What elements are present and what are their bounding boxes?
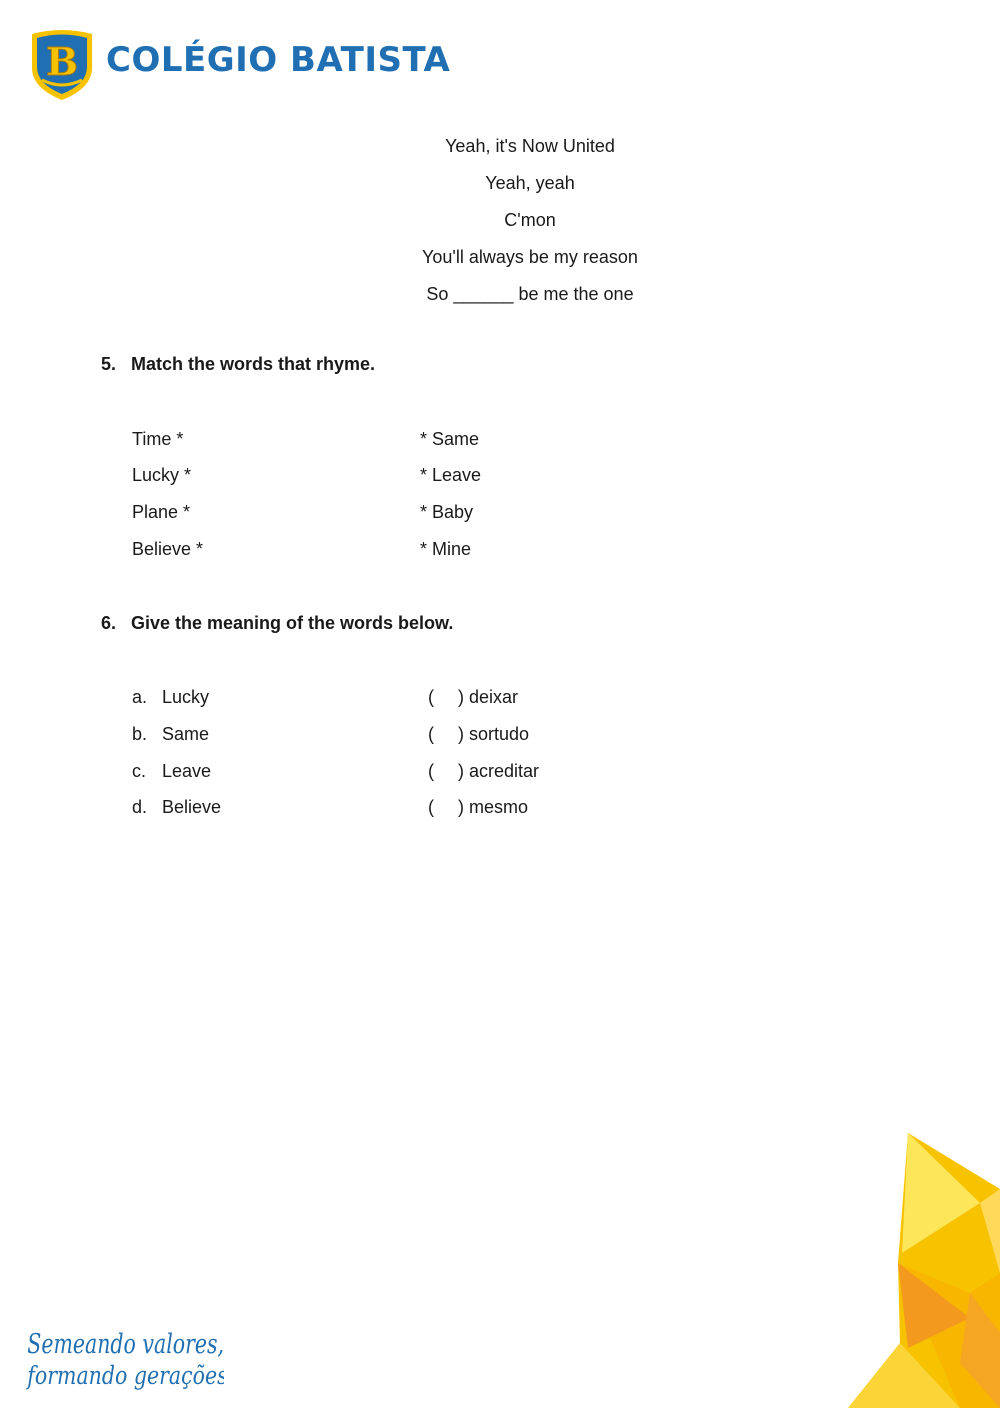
question-number: 5. (101, 354, 117, 374)
lyric-line: C'mon (504, 210, 556, 230)
answer-blank: ( (428, 797, 434, 817)
item-word: Same (162, 724, 210, 744)
option-text: ) deixar (458, 687, 519, 707)
logo-letter: B (45, 39, 79, 84)
item-word: Lucky (162, 687, 210, 707)
answer-blank: ( (428, 761, 434, 781)
question-6-title (101, 613, 453, 634)
rhyme-left-word: Believe * (132, 539, 204, 559)
question-number: 6. (101, 613, 117, 633)
answer-blank: ( (428, 687, 434, 707)
lyric-line: Yeah, it's Now United (445, 136, 615, 156)
lyric-line: You'll always be my reason (422, 247, 638, 267)
item-word: Leave (162, 761, 212, 781)
rhyme-left-word: Lucky * (132, 465, 192, 485)
slogan-line-2: formando gerações. (27, 1362, 224, 1391)
lyric-line-fill-blank: So ______ be me the one (426, 284, 634, 304)
lyric-line: Yeah, yeah (485, 173, 575, 193)
meaning-option (428, 724, 529, 745)
rhyme-left-word: Plane * (132, 502, 191, 522)
option-text: ) mesmo (458, 797, 529, 817)
decorative-polygon-shape (840, 1133, 1000, 1413)
question-text: Give the meaning of the words below. (131, 613, 454, 633)
item-letter: a. (132, 687, 148, 707)
item-letter: b. (132, 724, 148, 744)
item-letter: d. (132, 797, 148, 817)
rhyme-right-word: * Mine (420, 539, 472, 559)
meaning-option (428, 797, 528, 818)
slogan (24, 1318, 224, 1405)
answer-blank: ( (428, 724, 434, 744)
question-5-title (101, 354, 375, 375)
meaning-item (132, 687, 209, 708)
rhyme-left-word: Time * (132, 429, 184, 449)
item-word: Believe (162, 797, 222, 817)
lyrics-block (330, 128, 730, 313)
meaning-item (132, 797, 221, 818)
shield-logo-icon (28, 28, 96, 102)
meaning-item (132, 724, 209, 745)
rhyme-right-word: * Baby (420, 502, 474, 522)
rhyme-right-word: * Same (420, 429, 480, 449)
slogan-handwriting (24, 1318, 224, 1400)
meaning-option (428, 687, 518, 708)
meaning-item (132, 761, 211, 782)
slogan-line-1: Semeando valores, (27, 1327, 224, 1361)
school-logo (28, 28, 96, 102)
meaning-option (428, 761, 539, 782)
school-name: COLÉGIO BATISTA (106, 40, 451, 80)
option-text: ) acreditar (458, 761, 540, 781)
option-text: ) sortudo (458, 724, 530, 744)
item-letter: c. (132, 761, 147, 781)
question-text: Match the words that rhyme. (131, 354, 376, 374)
rhyme-right-word: * Leave (420, 465, 482, 485)
